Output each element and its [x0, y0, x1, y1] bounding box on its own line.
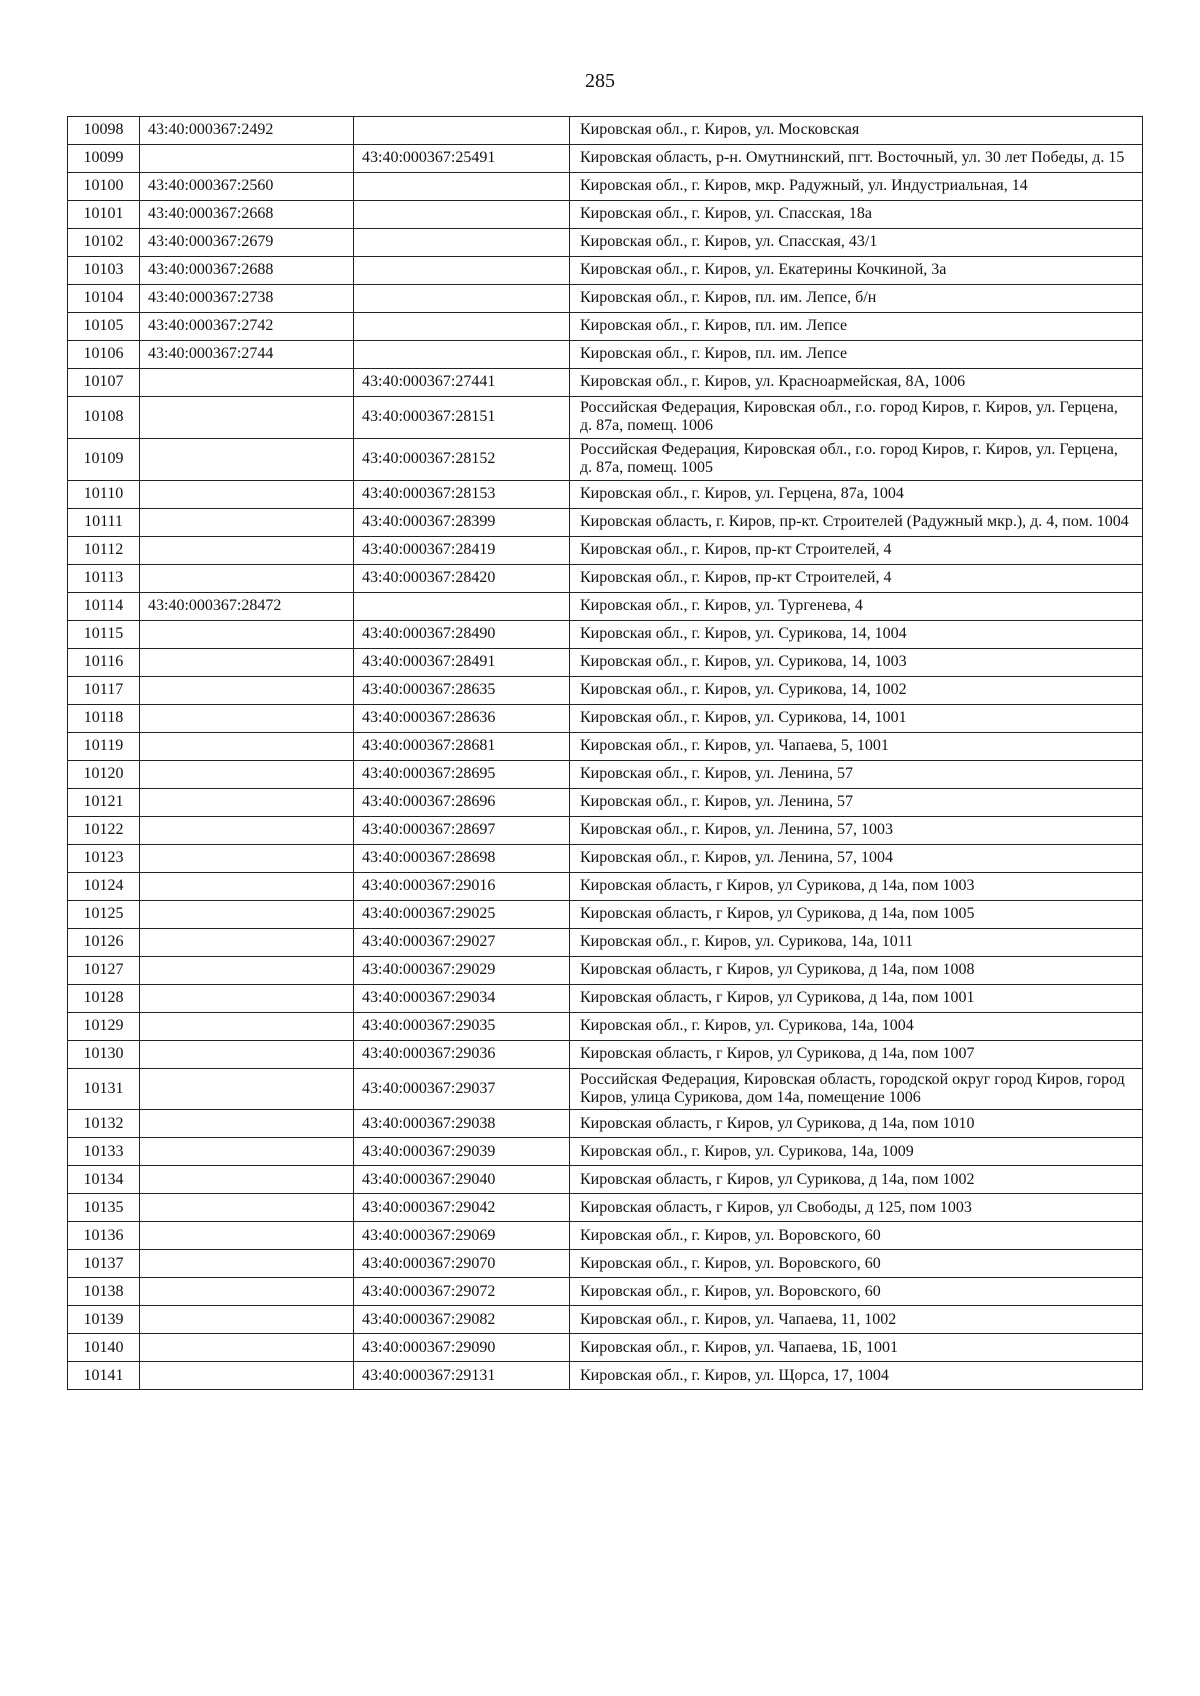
row-number-cell: 10098: [68, 117, 140, 145]
cadastral-number-cell: [140, 760, 354, 788]
cadastral-number-cell: [140, 1362, 354, 1390]
cadastral-number-cell: [140, 1250, 354, 1278]
address-cell: Кировская обл., г. Киров, ул. Щорса, 17, 1004: [570, 1362, 1143, 1390]
row-number-cell: 10115: [68, 620, 140, 648]
cadastral-number-alt-cell: 43:40:000367:29035: [354, 1012, 570, 1040]
table-row: [68, 1250, 1143, 1278]
address-cell: Кировская обл., г. Киров, пр-кт Строителей, 4: [570, 536, 1143, 564]
cadastral-number-alt-cell: 43:40:000367:29070: [354, 1250, 570, 1278]
table-row: [68, 1278, 1143, 1306]
address-cell: Кировская обл., г. Киров, ул. Сурикова, 14, 1004: [570, 620, 1143, 648]
row-number-cell: 10119: [68, 732, 140, 760]
address-cell: Кировская область, р-н. Омутнинский, пгт. Восточный, ул. 30 лет Победы, д. 15: [570, 145, 1143, 173]
row-number-cell: 10130: [68, 1040, 140, 1068]
row-number-cell: 10113: [68, 564, 140, 592]
cadastral-number-alt-cell: 43:40:000367:29038: [354, 1110, 570, 1138]
cadastral-number-alt-cell: 43:40:000367:28151: [354, 397, 570, 439]
table-row: [68, 313, 1143, 341]
cadastral-number-cell: [140, 397, 354, 439]
cadastral-number-alt-cell: 43:40:000367:29016: [354, 872, 570, 900]
cadastral-number-alt-cell: [354, 257, 570, 285]
cadastral-number-cell: 43:40:000367:28472: [140, 592, 354, 620]
row-number-cell: 10137: [68, 1250, 140, 1278]
row-number-cell: 10136: [68, 1222, 140, 1250]
address-cell: Кировская область, г Киров, ул Сурикова, д 14а, пом 1003: [570, 872, 1143, 900]
row-number-cell: 10100: [68, 173, 140, 201]
cadastral-number-alt-cell: 43:40:000367:28490: [354, 620, 570, 648]
cadastral-number-cell: [140, 564, 354, 592]
cadastral-number-cell: [140, 732, 354, 760]
cadastral-number-cell: [140, 788, 354, 816]
table-row: [68, 956, 1143, 984]
address-cell: Российская Федерация, Кировская обл., г.о. город Киров, г. Киров, ул. Герцена, д. 87а, помещ. 1005: [570, 438, 1143, 480]
cadastral-number-cell: [140, 844, 354, 872]
cadastral-number-cell: 43:40:000367:2744: [140, 341, 354, 369]
table-row: [68, 536, 1143, 564]
table-row: [68, 1068, 1143, 1110]
cadastral-number-cell: [140, 816, 354, 844]
table-row: [68, 341, 1143, 369]
address-cell: Кировская обл., г. Киров, ул. Чапаева, 11, 1002: [570, 1306, 1143, 1334]
row-number-cell: 10118: [68, 704, 140, 732]
table-row: [68, 145, 1143, 173]
registry-table-body: [68, 117, 1143, 1390]
row-number-cell: 10128: [68, 984, 140, 1012]
cadastral-number-alt-cell: 43:40:000367:28636: [354, 704, 570, 732]
address-cell: Кировская область, г. Киров, пр-кт. Строителей (Радужный мкр.), д. 4, пом. 1004: [570, 508, 1143, 536]
cadastral-number-cell: [140, 1306, 354, 1334]
address-cell: Кировская обл., г. Киров, ул. Сурикова, 14а, 1009: [570, 1138, 1143, 1166]
cadastral-number-cell: [140, 676, 354, 704]
table-row: [68, 201, 1143, 229]
cadastral-number-alt-cell: 43:40:000367:28419: [354, 536, 570, 564]
cadastral-number-alt-cell: [354, 117, 570, 145]
cadastral-number-cell: 43:40:000367:2679: [140, 229, 354, 257]
cadastral-number-cell: [140, 536, 354, 564]
table-row: [68, 928, 1143, 956]
cadastral-number-alt-cell: 43:40:000367:28399: [354, 508, 570, 536]
table-row: [68, 257, 1143, 285]
cadastral-number-cell: 43:40:000367:2492: [140, 117, 354, 145]
row-number-cell: 10102: [68, 229, 140, 257]
cadastral-number-alt-cell: [354, 229, 570, 257]
address-cell: Кировская обл., г. Киров, ул. Чапаева, 1Б, 1001: [570, 1334, 1143, 1362]
cadastral-number-alt-cell: 43:40:000367:28635: [354, 676, 570, 704]
cadastral-number-alt-cell: [354, 201, 570, 229]
address-cell: Кировская область, г Киров, ул Сурикова, д 14а, пом 1007: [570, 1040, 1143, 1068]
cadastral-number-alt-cell: 43:40:000367:28696: [354, 788, 570, 816]
cadastral-number-cell: [140, 900, 354, 928]
table-row: [68, 1334, 1143, 1362]
row-number-cell: 10131: [68, 1068, 140, 1110]
row-number-cell: 10133: [68, 1138, 140, 1166]
cadastral-number-cell: [140, 704, 354, 732]
cadastral-number-alt-cell: 43:40:000367:28491: [354, 648, 570, 676]
row-number-cell: 10124: [68, 872, 140, 900]
table-row: [68, 592, 1143, 620]
cadastral-number-alt-cell: 43:40:000367:29034: [354, 984, 570, 1012]
cadastral-number-alt-cell: 43:40:000367:29069: [354, 1222, 570, 1250]
cadastral-number-cell: 43:40:000367:2688: [140, 257, 354, 285]
cadastral-number-alt-cell: 43:40:000367:29072: [354, 1278, 570, 1306]
cadastral-number-cell: [140, 1012, 354, 1040]
row-number-cell: 10125: [68, 900, 140, 928]
address-cell: Кировская область, г Киров, ул Сурикова, д 14а, пом 1005: [570, 900, 1143, 928]
table-row: [68, 900, 1143, 928]
cadastral-number-cell: [140, 928, 354, 956]
table-row: [68, 872, 1143, 900]
cadastral-number-cell: [140, 1334, 354, 1362]
address-cell: Кировская обл., г. Киров, ул. Сурикова, 14а, 1004: [570, 1012, 1143, 1040]
cadastral-number-alt-cell: 43:40:000367:29027: [354, 928, 570, 956]
row-number-cell: 10105: [68, 313, 140, 341]
address-cell: Кировская обл., г. Киров, ул. Воровского, 60: [570, 1250, 1143, 1278]
row-number-cell: 10109: [68, 438, 140, 480]
table-row: [68, 369, 1143, 397]
address-cell: Кировская обл., г. Киров, пл. им. Лепсе, б/н: [570, 285, 1143, 313]
address-cell: Кировская обл., г. Киров, ул. Сурикова, 14, 1003: [570, 648, 1143, 676]
table-row: [68, 173, 1143, 201]
cadastral-number-alt-cell: 43:40:000367:27441: [354, 369, 570, 397]
cadastral-number-alt-cell: 43:40:000367:25491: [354, 145, 570, 173]
row-number-cell: 10101: [68, 201, 140, 229]
address-cell: Кировская обл., г. Киров, ул. Ленина, 57: [570, 788, 1143, 816]
cadastral-number-alt-cell: 43:40:000367:29025: [354, 900, 570, 928]
row-number-cell: 10111: [68, 508, 140, 536]
cadastral-number-alt-cell: [354, 341, 570, 369]
table-row: [68, 438, 1143, 480]
cadastral-number-cell: [140, 1194, 354, 1222]
cadastral-number-cell: [140, 480, 354, 508]
cadastral-number-alt-cell: [354, 313, 570, 341]
cadastral-number-alt-cell: 43:40:000367:28420: [354, 564, 570, 592]
row-number-cell: 10117: [68, 676, 140, 704]
cadastral-number-cell: [140, 438, 354, 480]
cadastral-number-cell: [140, 620, 354, 648]
cadastral-number-alt-cell: 43:40:000367:28681: [354, 732, 570, 760]
address-cell: Кировская обл., г. Киров, мкр. Радужный, ул. Индустриальная, 14: [570, 173, 1143, 201]
cadastral-number-alt-cell: 43:40:000367:29090: [354, 1334, 570, 1362]
address-cell: Кировская обл., г. Киров, ул. Герцена, 87а, 1004: [570, 480, 1143, 508]
address-cell: Кировская область, г Киров, ул Сурикова, д 14а, пом 1010: [570, 1110, 1143, 1138]
table-row: [68, 564, 1143, 592]
address-cell: Кировская обл., г. Киров, ул. Сурикова, 14, 1002: [570, 676, 1143, 704]
cadastral-number-cell: [140, 1040, 354, 1068]
table-row: [68, 285, 1143, 313]
row-number-cell: 10120: [68, 760, 140, 788]
address-cell: Кировская обл., г. Киров, ул. Ленина, 57, 1003: [570, 816, 1143, 844]
table-row: [68, 229, 1143, 257]
cadastral-number-cell: 43:40:000367:2742: [140, 313, 354, 341]
table-row: [68, 1222, 1143, 1250]
row-number-cell: 10134: [68, 1166, 140, 1194]
cadastral-number-alt-cell: 43:40:000367:28695: [354, 760, 570, 788]
address-cell: Кировская обл., г. Киров, ул. Тургенева, 4: [570, 592, 1143, 620]
address-cell: Кировская обл., г. Киров, пл. им. Лепсе: [570, 313, 1143, 341]
page-number: 285: [585, 70, 615, 92]
table-row: [68, 508, 1143, 536]
address-cell: Кировская область, г Киров, ул Свободы, д 125, пом 1003: [570, 1194, 1143, 1222]
address-cell: Кировская обл., г. Киров, ул. Красноармейская, 8А, 1006: [570, 369, 1143, 397]
cadastral-number-alt-cell: 43:40:000367:29029: [354, 956, 570, 984]
address-cell: Кировская область, г Киров, ул Сурикова, д 14а, пом 1008: [570, 956, 1143, 984]
address-cell: Кировская обл., г. Киров, ул. Екатерины Кочкиной, 3а: [570, 257, 1143, 285]
address-cell: Кировская обл., г. Киров, ул. Спасская, 18а: [570, 201, 1143, 229]
cadastral-number-alt-cell: [354, 592, 570, 620]
cadastral-number-alt-cell: [354, 173, 570, 201]
address-cell: Кировская обл., г. Киров, ул. Сурикова, 14а, 1011: [570, 928, 1143, 956]
row-number-cell: 10127: [68, 956, 140, 984]
row-number-cell: 10107: [68, 369, 140, 397]
table-row: [68, 984, 1143, 1012]
row-number-cell: 10121: [68, 788, 140, 816]
table-row: [68, 704, 1143, 732]
cadastral-number-cell: [140, 956, 354, 984]
address-cell: Кировская обл., г. Киров, ул. Спасская, 43/1: [570, 229, 1143, 257]
table-row: [68, 732, 1143, 760]
table-row: [68, 844, 1143, 872]
cadastral-number-cell: [140, 872, 354, 900]
table-row: [68, 117, 1143, 145]
table-row: [68, 1040, 1143, 1068]
row-number-cell: 10135: [68, 1194, 140, 1222]
cadastral-number-cell: [140, 508, 354, 536]
cadastral-number-alt-cell: 43:40:000367:28153: [354, 480, 570, 508]
row-number-cell: 10104: [68, 285, 140, 313]
cadastral-number-cell: [140, 648, 354, 676]
row-number-cell: 10139: [68, 1306, 140, 1334]
table-row: [68, 1138, 1143, 1166]
cadastral-number-cell: 43:40:000367:2738: [140, 285, 354, 313]
cadastral-number-alt-cell: 43:40:000367:28698: [354, 844, 570, 872]
row-number-cell: 10141: [68, 1362, 140, 1390]
registry-table: [67, 116, 1143, 1390]
table-row: [68, 1362, 1143, 1390]
row-number-cell: 10108: [68, 397, 140, 439]
address-cell: Кировская обл., г. Киров, пл. им. Лепсе: [570, 341, 1143, 369]
address-cell: Кировская область, г Киров, ул Сурикова, д 14а, пом 1001: [570, 984, 1143, 1012]
cadastral-number-cell: [140, 145, 354, 173]
address-cell: Кировская обл., г. Киров, ул. Ленина, 57, 1004: [570, 844, 1143, 872]
row-number-cell: 10110: [68, 480, 140, 508]
row-number-cell: 10140: [68, 1334, 140, 1362]
cadastral-number-alt-cell: 43:40:000367:29082: [354, 1306, 570, 1334]
cadastral-number-alt-cell: 43:40:000367:29040: [354, 1166, 570, 1194]
row-number-cell: 10138: [68, 1278, 140, 1306]
table-row: [68, 1012, 1143, 1040]
address-cell: Российская Федерация, Кировская область, городской округ город Киров, город Киров, улица Сурикова, дом 14а, помещение 1006: [570, 1068, 1143, 1110]
cadastral-number-cell: [140, 1138, 354, 1166]
cadastral-number-alt-cell: 43:40:000367:29037: [354, 1068, 570, 1110]
address-cell: Российская Федерация, Кировская обл., г.о. город Киров, г. Киров, ул. Герцена, д. 87а, помещ. 1006: [570, 397, 1143, 439]
row-number-cell: 10123: [68, 844, 140, 872]
row-number-cell: 10129: [68, 1012, 140, 1040]
table-row: [68, 760, 1143, 788]
cadastral-number-cell: [140, 1166, 354, 1194]
table-row: [68, 648, 1143, 676]
address-cell: Кировская обл., г. Киров, пр-кт Строителей, 4: [570, 564, 1143, 592]
cadastral-number-alt-cell: 43:40:000367:29039: [354, 1138, 570, 1166]
table-row: [68, 788, 1143, 816]
cadastral-number-cell: [140, 1110, 354, 1138]
cadastral-number-alt-cell: [354, 285, 570, 313]
cadastral-number-cell: [140, 1278, 354, 1306]
table-row: [68, 1306, 1143, 1334]
table-row: [68, 1166, 1143, 1194]
cadastral-number-cell: 43:40:000367:2560: [140, 173, 354, 201]
table-row: [68, 1194, 1143, 1222]
cadastral-number-alt-cell: 43:40:000367:29042: [354, 1194, 570, 1222]
row-number-cell: 10122: [68, 816, 140, 844]
address-cell: Кировская обл., г. Киров, ул. Воровского, 60: [570, 1278, 1143, 1306]
table-row: [68, 676, 1143, 704]
table-row: [68, 480, 1143, 508]
table-row: [68, 620, 1143, 648]
cadastral-number-cell: 43:40:000367:2668: [140, 201, 354, 229]
cadastral-number-cell: [140, 369, 354, 397]
table-row: [68, 1110, 1143, 1138]
address-cell: Кировская область, г Киров, ул Сурикова, д 14а, пом 1002: [570, 1166, 1143, 1194]
cadastral-number-cell: [140, 1222, 354, 1250]
address-cell: Кировская обл., г. Киров, ул. Воровского, 60: [570, 1222, 1143, 1250]
row-number-cell: 10126: [68, 928, 140, 956]
row-number-cell: 10116: [68, 648, 140, 676]
row-number-cell: 10099: [68, 145, 140, 173]
cadastral-number-cell: [140, 1068, 354, 1110]
row-number-cell: 10103: [68, 257, 140, 285]
cadastral-number-alt-cell: 43:40:000367:28152: [354, 438, 570, 480]
row-number-cell: 10112: [68, 536, 140, 564]
table-row: [68, 397, 1143, 439]
cadastral-number-alt-cell: 43:40:000367:29036: [354, 1040, 570, 1068]
table-row: [68, 816, 1143, 844]
row-number-cell: 10114: [68, 592, 140, 620]
row-number-cell: 10106: [68, 341, 140, 369]
address-cell: Кировская обл., г. Киров, ул. Московская: [570, 117, 1143, 145]
address-cell: Кировская обл., г. Киров, ул. Чапаева, 5, 1001: [570, 732, 1143, 760]
address-cell: Кировская обл., г. Киров, ул. Ленина, 57: [570, 760, 1143, 788]
cadastral-number-alt-cell: 43:40:000367:28697: [354, 816, 570, 844]
address-cell: Кировская обл., г. Киров, ул. Сурикова, 14, 1001: [570, 704, 1143, 732]
cadastral-number-cell: [140, 984, 354, 1012]
row-number-cell: 10132: [68, 1110, 140, 1138]
cadastral-number-alt-cell: 43:40:000367:29131: [354, 1362, 570, 1390]
